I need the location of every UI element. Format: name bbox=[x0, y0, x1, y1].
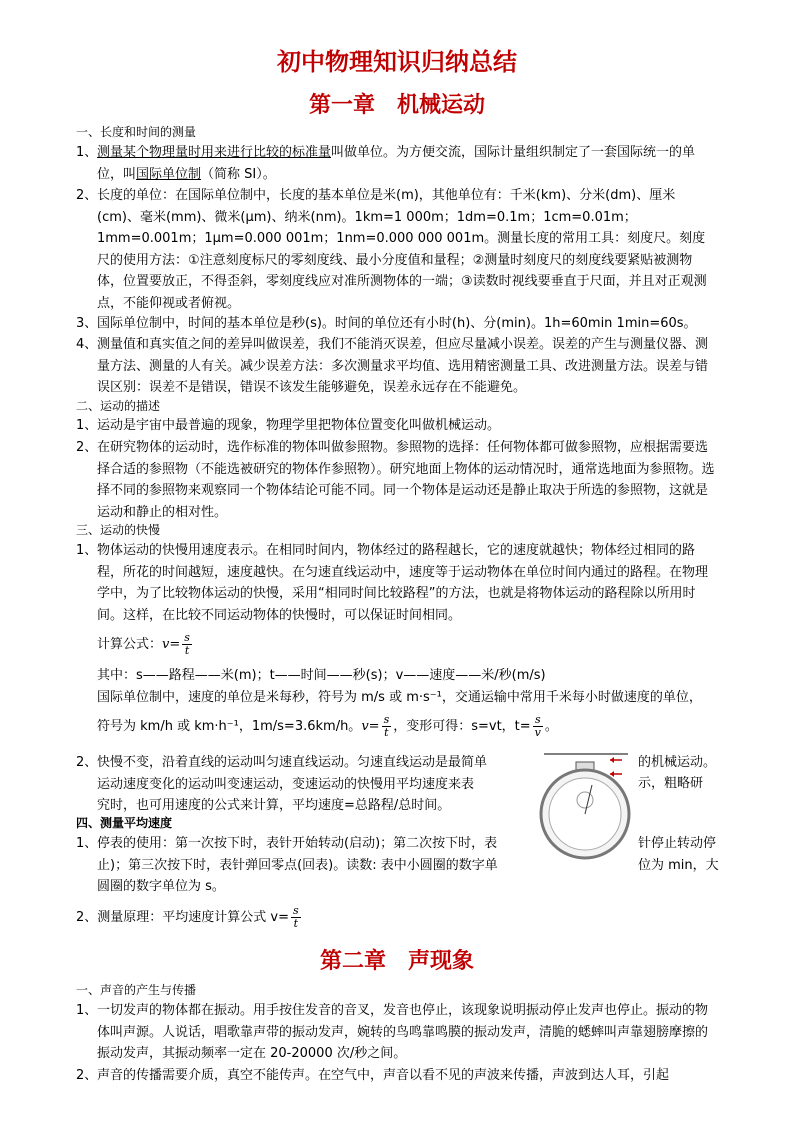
paragraph-1-2 bbox=[76, 185, 716, 314]
formula-v: v= bbox=[162, 637, 181, 652]
paragraph-5-2 bbox=[76, 1065, 716, 1087]
section-heading-3: 三、运动的快慢 bbox=[76, 523, 161, 537]
paragraph-3-1 bbox=[76, 540, 716, 626]
paragraph-4-1-right-2: 位为 min，大 bbox=[638, 858, 719, 873]
paragraph-text: 2、测量原理：平均速度计算公式 v= bbox=[76, 910, 289, 925]
fraction-denominator: t bbox=[184, 644, 190, 657]
item-number: 2、 bbox=[76, 755, 98, 770]
paragraph-text: 圆圈的数字单位为 s。 bbox=[97, 879, 225, 894]
paragraph-text: 究时，也可用速度的公式来计算，平均速度=总路程/总时间。 bbox=[97, 798, 451, 813]
fraction-numerator: s bbox=[293, 904, 299, 917]
item-number: 2、 bbox=[76, 188, 98, 203]
fraction-numerator: s bbox=[184, 631, 190, 644]
paragraph-4-1-left bbox=[76, 833, 536, 898]
paragraph-text: 停表的使用：第一次按下时，表针开始转动(启动)；第二次按下时，表 bbox=[97, 836, 498, 851]
formula-end: 。 bbox=[544, 719, 558, 734]
paragraph-text: 长度的单位：在国际单位制中，长度的基本单位是米(m)，其他单位有：千米(km)、分米(dm)、厘米(cm)、毫米(mm)、微米(μm)、纳米(nm)。1km=1 000m；1dm=0.1m；1cm=0.01m；1mm=0.001m；1μm=0.000 001m；1nm=0.000 000 001m。测量长度的常用工具：刻度尺。刻度尺的使用方法：①注意刻度标尺的零刻度线、最小分度值和量程；②测量时刻度尺的刻度线要紧贴被测物体，位置要放正，不得歪斜，零刻度线应对准所测物体的一端；③读数时视线要垂直于尺面，并且对正观测点，不能仰视或者俯视。 bbox=[97, 188, 707, 311]
speed-unit-line-1: 国际单位制中，速度的单位是米每秒，符号为 m/s 或 m·s⁻¹，交通运输中常用千米每小时做速度的单位， bbox=[97, 690, 702, 705]
paragraph-text: 物体运动的快慢用速度表示。在相同时间内，物体经过的路程越长，它的速度就越快；物体经过相同的路程，所花的时间越短，速度越快。在匀速直线运动中，速度等于运动物体在单位时间内通过的路程。在物理学中，为了比较物体运动的快慢，采用“相同时间比较路程”的方法，也就是将物体运动的路程除以所用时间。这样，在比较不同运动物体的快慢时，可以保证时间相同。 bbox=[97, 543, 709, 623]
formula-fraction bbox=[533, 714, 543, 739]
chapter-1-heading: 第一章 机械运动 bbox=[308, 92, 485, 118]
formula-label: 计算公式： bbox=[97, 637, 163, 652]
section-heading-2: 二、运动的描述 bbox=[76, 399, 161, 413]
paragraph-text: 在研究物体的运动时，选作标准的物体叫做参照物。参照物的选择：任何物体都可做参照物，应根据需要选择合适的参照物（不能选被研究的物体作参照物）。研究地面上物体的运动情况时，通常选地面为参照物。选择不同的参照物来观察同一个物体结论可能不同。同一个物体是运动还是静止取决于所选的参照物，这就是运动和静止的相对性。 bbox=[97, 440, 715, 520]
section-heading-1: 一、长度和时间的测量 bbox=[76, 125, 197, 139]
paragraph-1-1 bbox=[76, 142, 716, 185]
fraction-denominator: t bbox=[293, 917, 299, 930]
formula-transform-text: ，变形可得：s=vt，t= bbox=[393, 719, 531, 734]
paragraph-3-2-left bbox=[76, 752, 536, 817]
formula-fraction bbox=[291, 905, 301, 930]
paragraph-5-1 bbox=[76, 1000, 716, 1065]
formula-fraction bbox=[182, 632, 192, 657]
paragraph-3-2-right-1: 的机械运动。 bbox=[638, 755, 717, 770]
item-number: 4、 bbox=[76, 337, 98, 352]
formula-legend: 其中：s——路程——米(m)；t——时间——秒(s)；v——速度——米/秒(m/s) bbox=[97, 668, 546, 683]
item-number: 2、 bbox=[76, 440, 98, 455]
item-number: 1、 bbox=[76, 543, 98, 558]
underlined-term: 测量某个物理量时用来进行比较的标准量 bbox=[97, 145, 332, 160]
paragraph-4-1-right-1: 针停止转动停 bbox=[638, 836, 717, 851]
item-number: 3、 bbox=[76, 316, 98, 331]
item-number: 1、 bbox=[76, 1003, 98, 1018]
item-number: 1、 bbox=[76, 418, 98, 433]
section-heading-5: 一、声音的产生与传播 bbox=[76, 983, 197, 997]
paragraph-2-1 bbox=[76, 415, 716, 437]
paragraph-3-2-right-2: 示，粗略研 bbox=[638, 776, 704, 791]
section-heading-4: 四、测量平均速度 bbox=[76, 816, 173, 830]
underlined-term: 国际单位制 bbox=[136, 166, 202, 182]
paragraph-text: 快慢不变，沿着直线的运动叫匀速直线运动。匀速直线运动是最简单 bbox=[97, 755, 488, 770]
fraction-numerator: s bbox=[533, 714, 543, 727]
paragraph-1-4 bbox=[76, 334, 716, 399]
formula-fraction bbox=[382, 714, 392, 739]
stopwatch-icon bbox=[530, 752, 640, 862]
paragraph-text: 止)；第三次按下时，表针弹回零点(回表)。读数: 表中小圆圈的数字单 bbox=[97, 857, 498, 873]
paragraph-text: 运动速度变化的运动叫变速运动，变速运动的快慢用平均速度来表 bbox=[97, 776, 475, 792]
document-title: 初中物理知识归纳总结 bbox=[277, 47, 517, 76]
formula-v: v= bbox=[361, 719, 380, 734]
paragraph-1-3 bbox=[76, 313, 716, 335]
paragraph-text: 声音的传播需要介质，真空不能传声。在空气中，声音以看不见的声波来传播，声波到达人耳，引起 bbox=[97, 1068, 670, 1083]
fraction-numerator: s bbox=[383, 713, 390, 726]
paragraph-text: （简称 SI）。 bbox=[201, 166, 276, 182]
fraction-denominator: t bbox=[384, 726, 389, 739]
paragraph-4-2 bbox=[76, 905, 303, 930]
paragraph-text: 测量值和真实值之间的差异叫做误差，我们不能消灭误差，但应尽量减小误差。误差的产生与测量仪器、测量方法、测量的人有关。减少误差方法：多次测量求平均值、选用精密测量工具、改进测量方法。误差与错误区别：误差不是错误，错误不该发生能够避免，误差永远存在不能避免。 bbox=[97, 337, 709, 395]
unit-conversion-text: 符号为 km/h 或 km·h⁻¹，1m/s=3.6km/h。 bbox=[97, 719, 362, 734]
paragraph-text: 运动是宇宙中最普遍的现象，物理学里把物体位置变化叫做机械运动。 bbox=[97, 418, 501, 433]
paragraph-text: 叫做单位。为方便交流，国际计量组织制定了一套国际统一的单位，叫 bbox=[97, 145, 696, 182]
paragraph-text: 一切发声的物体都在振动。用手按住发音的音叉，发音也停止，该现象说明振动停止发声也停止。振动的物体叫声源。人说话，唱歌靠声带的振动发声，婉转的鸟鸣靠鸣膜的振动发声，清脆的蟋蟀叫声靠翅膀摩擦的振动发声，其振动频率一定在 20-20000 次/秒之间。 bbox=[97, 1003, 709, 1061]
paragraph-2-2 bbox=[76, 437, 716, 523]
speed-unit-line-2 bbox=[97, 714, 727, 739]
fraction-denominator: v bbox=[534, 726, 541, 739]
speed-formula bbox=[97, 632, 194, 657]
item-number: 1、 bbox=[76, 836, 98, 851]
item-number: 1、 bbox=[76, 145, 98, 160]
chapter-2-heading: 第二章 声现象 bbox=[319, 948, 474, 974]
item-number: 2、 bbox=[76, 1068, 98, 1083]
paragraph-text: 国际单位制中，时间的基本单位是秒(s)。时间的单位还有小时(h)、分(min)。1h=60min 1min=60s。 bbox=[97, 316, 697, 331]
